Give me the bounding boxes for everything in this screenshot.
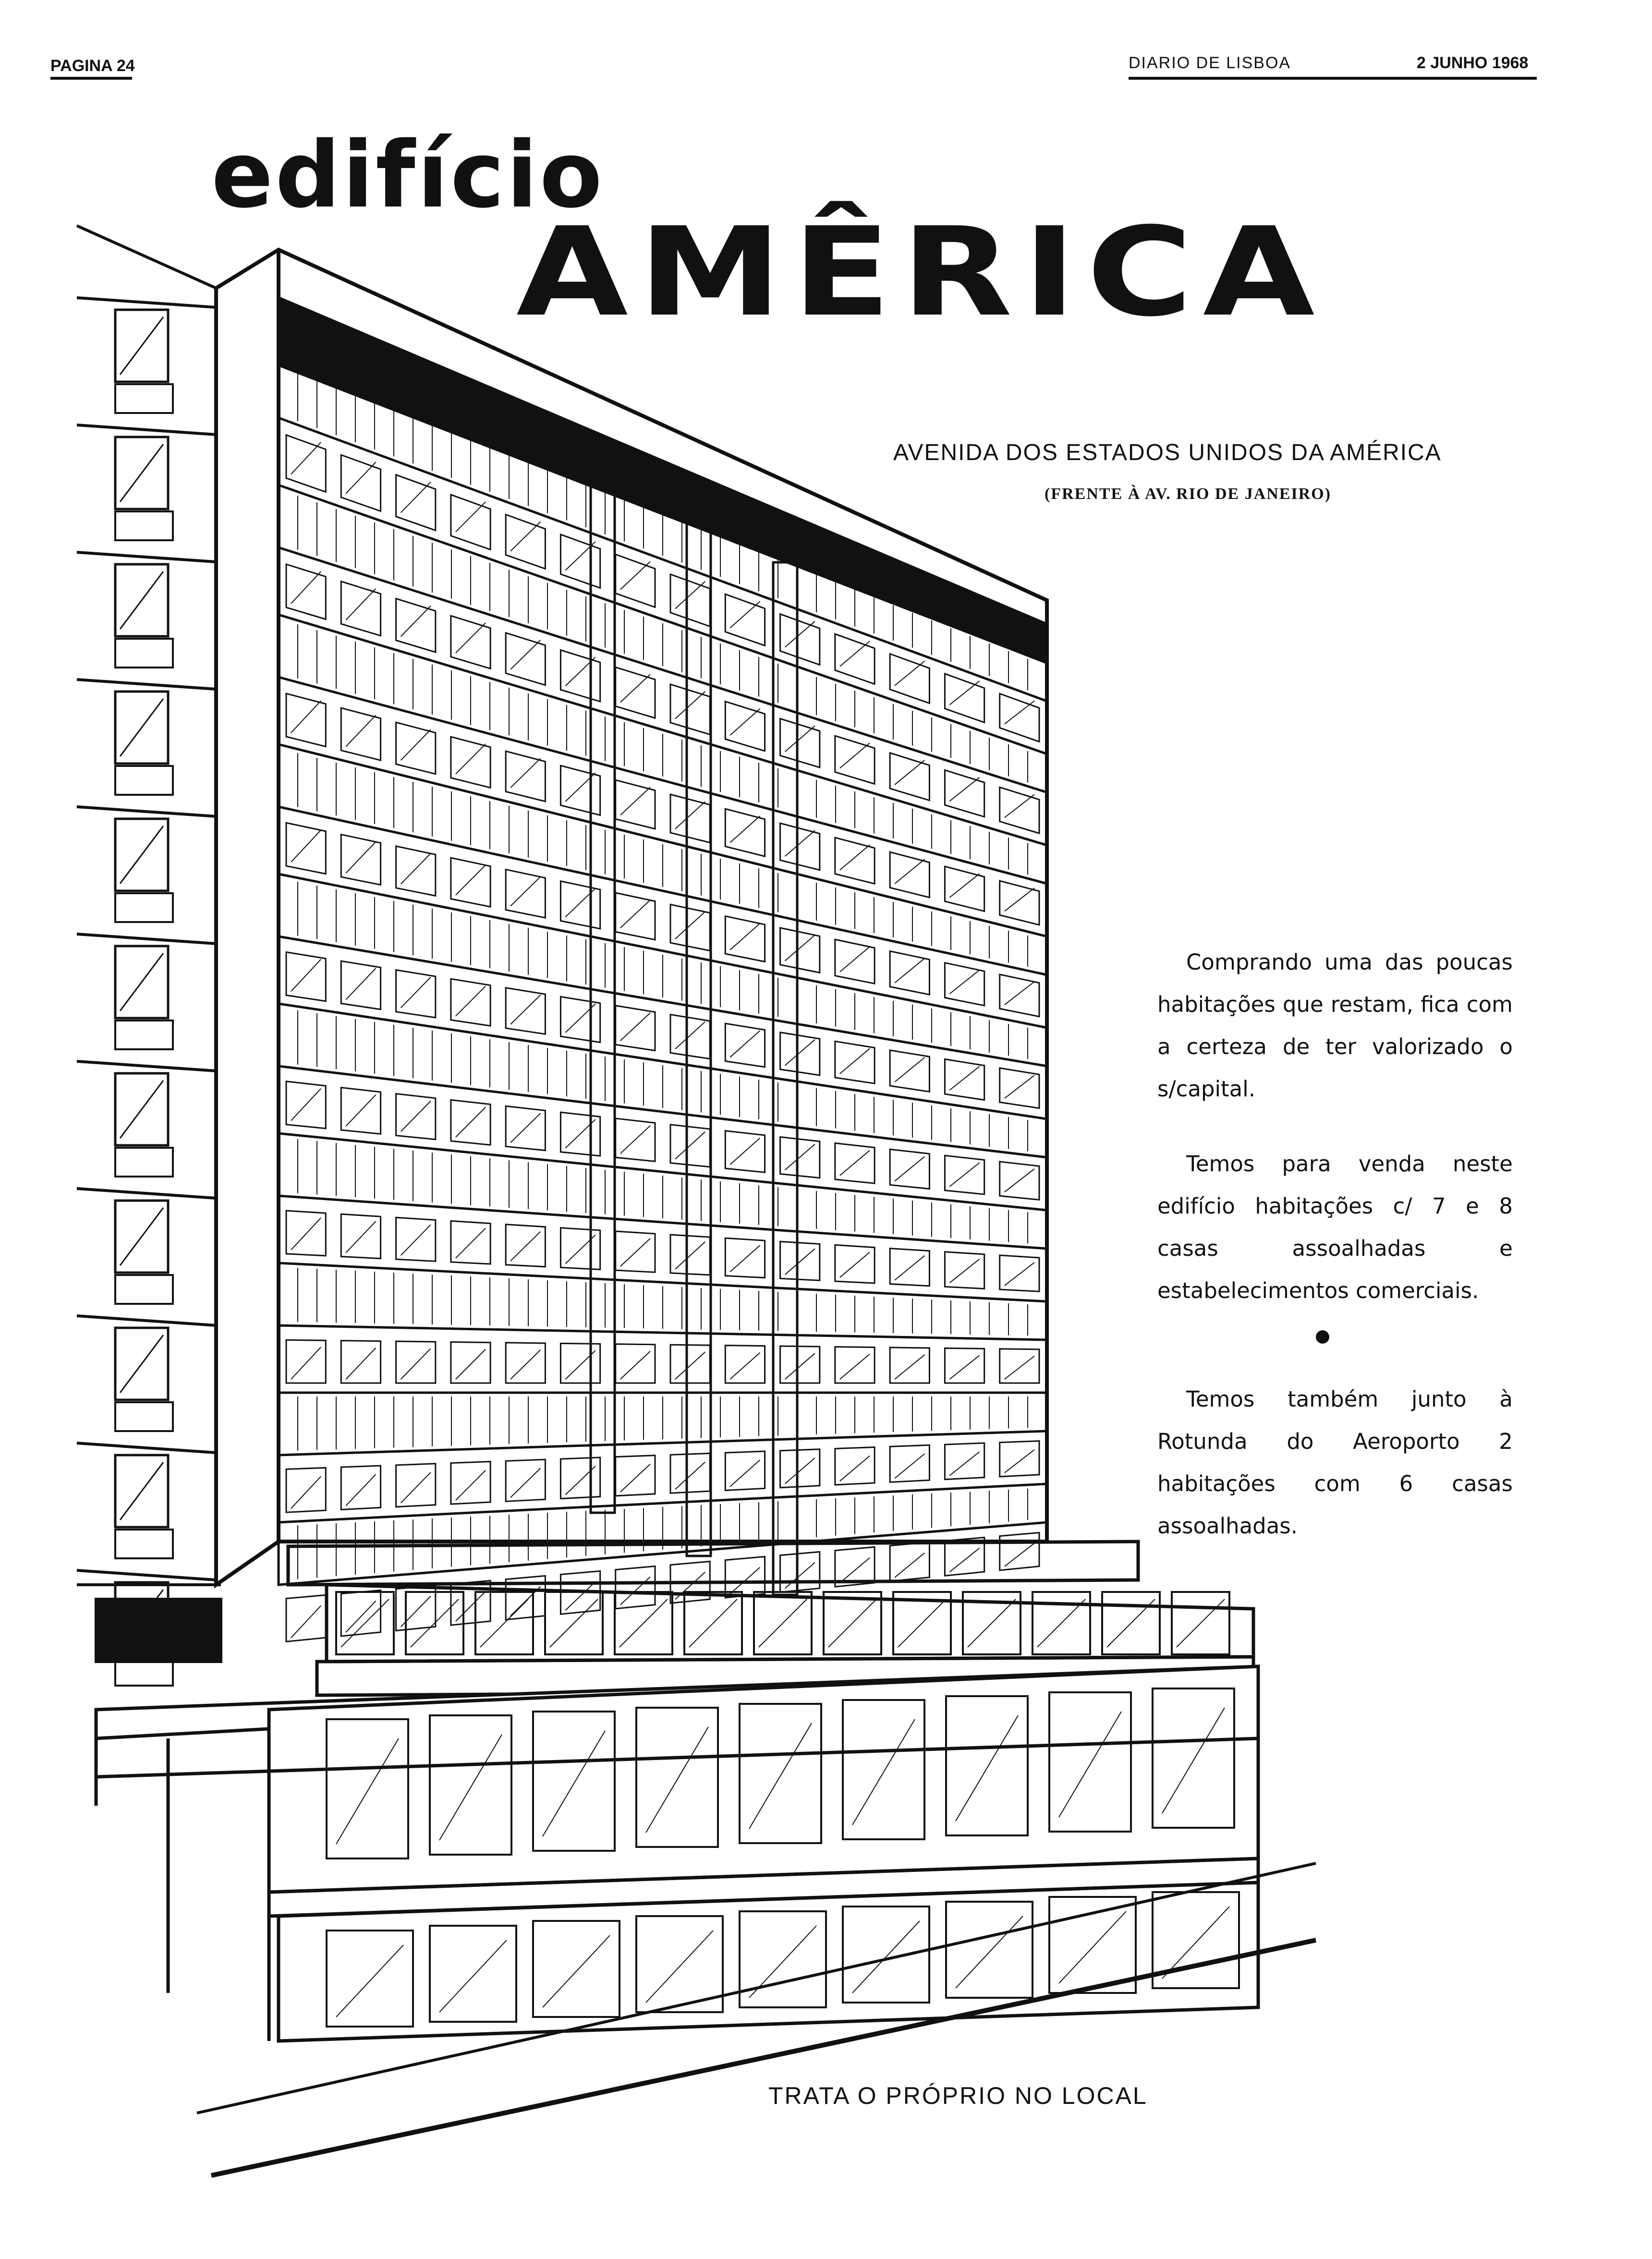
glass-hatch <box>949 1066 979 1090</box>
wing-window-hatch <box>120 444 163 502</box>
window-pane <box>890 1445 929 1482</box>
window-pane <box>560 881 600 929</box>
glass-hatch <box>675 582 705 609</box>
window-pane <box>616 893 655 940</box>
window-pane <box>451 737 490 788</box>
window-pane <box>396 970 436 1018</box>
window-pane <box>1000 881 1039 925</box>
window-pane <box>396 1341 436 1383</box>
window-pane <box>945 1252 984 1289</box>
wing-balcony <box>115 1275 173 1304</box>
glass-hatch <box>291 571 321 604</box>
glass-hatch <box>620 1239 650 1266</box>
podium-hatch <box>968 1599 1016 1647</box>
glass-hatch <box>895 1355 924 1379</box>
glass-hatch <box>785 935 815 961</box>
glass-hatch <box>675 1352 705 1379</box>
glass-hatch <box>1005 1263 1034 1286</box>
window-pane <box>286 823 326 874</box>
window-pane <box>945 770 984 817</box>
glass-hatch <box>1005 794 1034 817</box>
glass-hatch <box>291 1218 321 1250</box>
window-pane <box>890 852 929 898</box>
glass-hatch <box>291 830 321 862</box>
paragraph-airport: Temos também junto à Rotunda do Aeroporto 2 habitações com 6 casas assoalhadas. <box>1157 1386 1513 1539</box>
wing-floor-line <box>77 934 216 944</box>
glass-hatch <box>346 1348 376 1379</box>
street-line-2 <box>211 1940 1316 2175</box>
window-pane <box>945 963 984 1006</box>
glass-hatch <box>346 1221 376 1252</box>
glass-hatch <box>949 1452 979 1476</box>
glass-hatch <box>510 758 540 788</box>
wing-floor-line <box>77 1443 216 1453</box>
window-pane <box>835 1447 875 1485</box>
window-pane <box>560 996 600 1042</box>
wing-balcony <box>115 384 173 413</box>
window-pane <box>780 718 820 767</box>
glass-hatch <box>730 1353 760 1379</box>
glass-hatch <box>620 1464 650 1492</box>
glass-hatch <box>949 1259 979 1283</box>
tower-column <box>591 480 615 1513</box>
glass-hatch <box>456 1107 486 1137</box>
window-pane <box>835 1245 875 1283</box>
window-pane <box>1000 974 1039 1017</box>
glass-hatch <box>620 1126 650 1154</box>
wing-floor-line <box>77 1189 216 1198</box>
glass-hatch <box>456 1349 486 1379</box>
ground-window <box>740 1911 826 2007</box>
left-wing-facade <box>77 226 221 1686</box>
wing-floor-line <box>77 1061 216 1071</box>
window-pane <box>560 1343 600 1383</box>
window-pane <box>670 794 710 842</box>
wing-window-hatch <box>120 699 163 756</box>
window-pane <box>616 1566 655 1608</box>
paragraph-availability: Comprando uma das poucas habitações que restam, fica com a certeza de ter valorizado o s/capital. <box>1157 949 1513 1102</box>
ground-window <box>1049 1897 1136 1993</box>
window-pane <box>890 1542 929 1581</box>
newspaper-name: DIARIO DE LISBOA <box>1129 54 1291 72</box>
glass-hatch <box>675 692 705 719</box>
window-pane <box>506 870 545 918</box>
glass-hatch <box>456 502 486 532</box>
glass-hatch <box>401 1101 431 1132</box>
address: AVENIDA DOS ESTADOS UNIDOS DA AMÉRICA <box>893 440 1442 465</box>
glass-hatch <box>456 1228 486 1258</box>
glass-hatch <box>346 715 376 746</box>
window-pane <box>1000 1068 1039 1108</box>
glass-hatch <box>1005 1356 1034 1379</box>
glass-hatch <box>785 726 815 752</box>
glass-hatch <box>675 911 705 939</box>
wing-balcony <box>115 1148 173 1177</box>
glass-hatch <box>401 482 431 513</box>
window-pane <box>560 765 600 815</box>
glass-hatch <box>510 1232 540 1261</box>
window-pane <box>725 809 765 856</box>
ground-window <box>430 1926 516 2022</box>
window-pane <box>780 823 820 870</box>
glass-hatch <box>456 744 486 774</box>
wing-balcony <box>115 1402 173 1431</box>
glass-hatch <box>346 842 376 873</box>
call-to-action: TRATA O PRÓPRIO NO LOCAL <box>768 2082 1148 2109</box>
glass-hatch <box>401 1348 431 1379</box>
ground-hatch <box>646 1931 713 2003</box>
window-pane <box>945 866 984 911</box>
glass-hatch <box>456 865 486 895</box>
glass-hatch <box>456 986 486 1016</box>
glass-hatch <box>840 1354 870 1379</box>
building-title-line1: edifício <box>211 122 605 228</box>
ground-hatch <box>852 1921 920 1993</box>
wing-window-hatch <box>120 1208 163 1265</box>
podium-hatch <box>828 1599 876 1647</box>
window-pane <box>1000 1441 1039 1477</box>
window-pane <box>286 1595 326 1641</box>
glass-hatch <box>895 1256 924 1280</box>
glass-hatch <box>620 900 650 928</box>
wing-floor-line <box>77 298 216 307</box>
glass-hatch <box>401 977 431 1008</box>
glass-hatch <box>291 1476 321 1508</box>
glass-hatch <box>949 1163 979 1187</box>
window-pane <box>670 1345 710 1383</box>
window-pane <box>890 1050 929 1092</box>
glass-hatch <box>949 970 979 994</box>
window-pane <box>396 1464 436 1507</box>
glass-hatch <box>785 1458 815 1484</box>
ground-window <box>327 1931 413 2027</box>
window-pane <box>286 1468 326 1512</box>
window-pane <box>616 780 655 829</box>
address-note: (FRENTE À AV. RIO DE JANEIRO) <box>1045 485 1332 503</box>
glass-hatch <box>620 561 650 589</box>
glass-hatch <box>401 606 431 636</box>
window-pane <box>396 846 436 896</box>
glass-hatch <box>401 729 431 760</box>
window-pane <box>945 1059 984 1100</box>
window-pane <box>835 736 875 784</box>
wing-window-hatch <box>120 1081 163 1138</box>
window-pane <box>725 702 765 751</box>
wing-window-hatch <box>120 1462 163 1520</box>
window-pane <box>451 979 490 1026</box>
wing-floor-line <box>77 807 216 816</box>
wing-balcony <box>115 639 173 668</box>
glass-hatch <box>1005 982 1034 1005</box>
window-pane <box>451 858 490 907</box>
glass-hatch <box>346 1095 376 1126</box>
glass-hatch <box>291 701 321 733</box>
glass-hatch <box>730 1245 760 1272</box>
wing-floor-line <box>77 1570 216 1580</box>
window-pane <box>890 1249 929 1286</box>
window-pane <box>506 988 545 1034</box>
podium-hatch <box>759 1599 807 1647</box>
glass-hatch <box>510 522 540 551</box>
glass-hatch <box>949 1548 979 1572</box>
window-pane <box>835 838 875 884</box>
window-pane <box>780 1346 820 1383</box>
glass-hatch <box>510 1468 540 1497</box>
window-pane <box>835 1347 875 1383</box>
ground-hatch <box>439 1940 507 2012</box>
tower-columns <box>591 480 797 1595</box>
window-pane <box>890 951 929 995</box>
glass-hatch <box>730 1138 760 1165</box>
glass-hatch <box>401 853 431 884</box>
glass-hatch <box>730 1031 760 1057</box>
glass-hatch <box>291 959 321 992</box>
window-pane <box>780 1449 820 1488</box>
glass-hatch <box>785 1353 815 1379</box>
window-pane <box>286 1340 326 1383</box>
glass-hatch <box>785 1040 815 1066</box>
window-pane <box>341 835 380 885</box>
ground-hatch <box>1059 1911 1126 1983</box>
podium-hatch <box>689 1599 737 1647</box>
glass-hatch <box>346 589 376 620</box>
window-pane <box>341 1341 380 1383</box>
glass-hatch <box>291 1089 321 1121</box>
issue-date: 2 JUNHO 1968 <box>1417 54 1529 72</box>
glass-hatch <box>675 1022 705 1049</box>
wing-window-hatch <box>120 826 163 884</box>
glass-hatch <box>895 760 924 785</box>
wing-balcony <box>115 1530 173 1558</box>
window-pane <box>506 751 545 802</box>
glass-hatch <box>840 641 870 667</box>
glass-hatch <box>291 442 321 474</box>
page-number: PAGINA 24 <box>50 57 135 75</box>
window-pane <box>506 1459 545 1501</box>
wing-balcony <box>115 511 173 540</box>
window-pane <box>616 1006 655 1051</box>
wing-balcony <box>115 1020 173 1049</box>
glass-hatch <box>620 1013 650 1041</box>
wing-balcony <box>115 893 173 922</box>
wing-floor-line <box>77 425 216 435</box>
glass-hatch <box>1005 1543 1034 1567</box>
glass-hatch <box>510 640 540 669</box>
window-pane <box>670 904 710 950</box>
glass-hatch <box>840 1150 870 1176</box>
podium <box>96 1542 1258 2041</box>
window-pane <box>341 1466 380 1509</box>
glass-hatch <box>346 968 376 999</box>
ground-hatch <box>336 1945 403 2017</box>
podium-hatch <box>480 1599 528 1647</box>
glass-hatch <box>510 1113 540 1142</box>
glass-hatch <box>730 1460 760 1486</box>
window-pane <box>1000 787 1039 833</box>
window-pane <box>725 1451 765 1490</box>
window-pane <box>1000 1532 1039 1570</box>
glass-hatch <box>949 874 979 898</box>
glass-hatch <box>949 777 979 802</box>
glass-hatch <box>1005 1450 1034 1473</box>
glass-hatch <box>785 1144 815 1170</box>
glass-hatch <box>785 1249 815 1275</box>
glass-hatch <box>675 1132 705 1159</box>
glass-hatch <box>620 674 650 702</box>
glass-hatch <box>1005 1075 1034 1098</box>
wing-floor-line <box>77 1316 216 1325</box>
glass-hatch <box>785 1563 815 1589</box>
wing-floor-line <box>77 680 216 689</box>
glass-hatch <box>291 1606 321 1638</box>
window-pane <box>725 1023 765 1067</box>
glass-hatch <box>675 1242 705 1269</box>
window-pane <box>835 1041 875 1083</box>
glass-hatch <box>895 1057 924 1082</box>
glass-hatch <box>675 802 705 829</box>
glass-hatch <box>456 1470 486 1501</box>
glass-hatch <box>895 959 924 983</box>
window-pane <box>725 1238 765 1277</box>
window-pane <box>560 1457 600 1499</box>
ground-window <box>843 1907 929 2003</box>
glass-hatch <box>510 877 540 906</box>
window-pane <box>451 1342 490 1383</box>
window-pane <box>286 952 326 1001</box>
glass-hatch <box>840 743 870 768</box>
window-pane <box>945 1443 984 1480</box>
ground-window <box>946 1902 1032 1998</box>
window-pane <box>670 684 710 734</box>
glass-hatch <box>291 1347 321 1379</box>
podium-hatch <box>898 1599 946 1647</box>
wing-window-hatch <box>120 1335 163 1393</box>
ground-window <box>533 1921 620 2017</box>
glass-hatch <box>1005 1169 1034 1192</box>
window-pane <box>890 753 929 801</box>
wing-balcony <box>115 766 173 795</box>
glass-hatch <box>785 621 815 647</box>
glass-hatch <box>895 1454 924 1478</box>
window-pane <box>616 1456 655 1496</box>
building-title-line2: AMÊRICA <box>516 201 1325 344</box>
ground-hatch <box>956 1916 1023 1988</box>
window-pane <box>506 1343 545 1383</box>
glass-hatch <box>895 1156 924 1181</box>
podium-hatch <box>550 1599 598 1647</box>
glass-hatch <box>840 1456 870 1482</box>
window-pane <box>725 916 765 962</box>
glass-hatch <box>346 462 376 493</box>
glass-hatch <box>840 947 870 972</box>
window-pane <box>835 939 875 984</box>
glass-hatch <box>456 1591 486 1622</box>
ground-hatch <box>543 1935 610 2007</box>
glass-hatch <box>510 1350 540 1379</box>
wing-window-hatch <box>120 953 163 1011</box>
glass-hatch <box>730 709 760 735</box>
glass-hatch <box>1005 888 1034 911</box>
window-pane <box>341 961 380 1009</box>
glass-hatch <box>730 601 760 628</box>
window-pane <box>616 1231 655 1272</box>
window-pane <box>780 1241 820 1280</box>
window-pane <box>780 1032 820 1075</box>
wing-floor-line <box>77 552 216 562</box>
glass-hatch <box>730 923 760 950</box>
window-pane <box>670 1453 710 1493</box>
glass-hatch <box>840 1252 870 1277</box>
wing-window-hatch <box>120 571 163 629</box>
glass-hatch <box>840 1048 870 1074</box>
glass-hatch <box>620 1351 650 1379</box>
glass-hatch <box>675 1462 705 1489</box>
window-pane <box>1000 1255 1039 1291</box>
glass-hatch <box>785 830 815 856</box>
window-pane <box>670 1235 710 1275</box>
window-pane <box>725 1346 765 1383</box>
glass-hatch <box>840 1558 870 1583</box>
glass-hatch <box>840 845 870 870</box>
glass-hatch <box>401 1225 431 1255</box>
paragraph-for-sale: Temos para venda neste edifício habitações c/ 7 e 8 casas assoalhadas e estabelecimentos comerciais. <box>1157 1151 1513 1303</box>
glass-hatch <box>620 787 650 815</box>
window-pane <box>780 928 820 972</box>
glass-hatch <box>510 995 540 1024</box>
podium-hatch <box>1037 1599 1085 1647</box>
glass-hatch <box>346 1474 376 1506</box>
wing-window-hatch <box>120 317 163 375</box>
glass-hatch <box>949 1355 979 1379</box>
window-pane <box>616 1344 655 1383</box>
window-pane <box>451 1461 490 1504</box>
glass-hatch <box>401 1472 431 1503</box>
podium-hatch <box>341 1599 389 1647</box>
glass-hatch <box>456 623 486 653</box>
glass-hatch <box>895 859 924 884</box>
glass-hatch <box>895 1553 924 1578</box>
glass-hatch <box>730 816 760 842</box>
window-pane <box>780 1552 820 1592</box>
window-pane <box>670 1015 710 1059</box>
bullet-separator <box>1316 1330 1329 1344</box>
